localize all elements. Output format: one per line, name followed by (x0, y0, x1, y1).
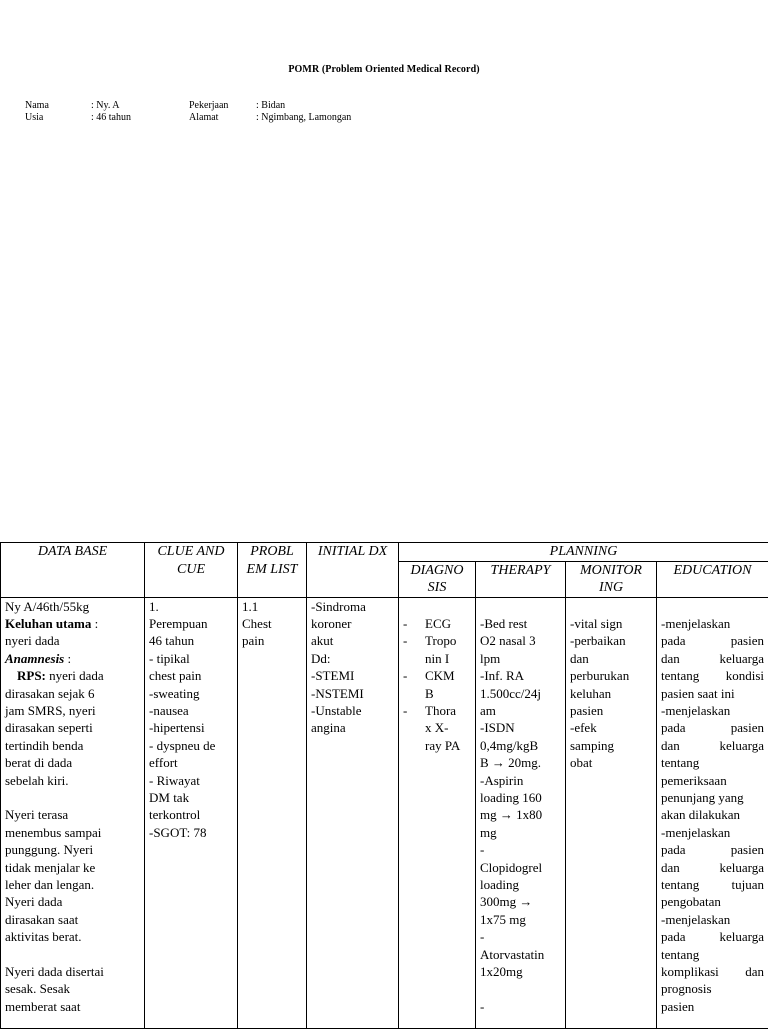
database-line: Nyeri dada (5, 893, 140, 910)
clue-line: -SGOT: 78 (149, 824, 233, 841)
body-row (1, 597, 768, 1028)
therapy-line: loading 160 (480, 789, 561, 806)
initial-dx-line: -STEMI (311, 667, 394, 684)
clue-line: - dyspneu de (149, 737, 233, 754)
keluhan-label: Keluhan utama (5, 616, 91, 631)
job-value: : Bidan (256, 100, 285, 112)
monitoring-line: dan (570, 650, 652, 667)
monitoring-line: -vital sign (570, 615, 652, 632)
clue-line: 1. (149, 598, 233, 615)
diagnosis-line: nin I (425, 650, 471, 667)
therapy-line: Clopidogrel (480, 859, 561, 876)
database-line: berat di dada (5, 754, 140, 771)
therapy-line: O2 nasal 3 (480, 632, 561, 649)
education-line: -menjelaskan (661, 911, 764, 928)
initial-dx-line: Dd: (311, 650, 394, 667)
database-line: menembus sampai (5, 824, 140, 841)
clue-line: Perempuan (149, 615, 233, 632)
cell-initial-dx (307, 597, 399, 1028)
therapy-line: - (480, 841, 561, 858)
header-initial-dx: INITIAL DX (307, 543, 399, 598)
header-database: DATA BASE (1, 543, 145, 598)
diagnosis-line: CKM (425, 667, 471, 684)
clue-line: -hipertensi (149, 719, 233, 736)
name-label: Nama (25, 100, 49, 112)
blank-line (5, 789, 140, 806)
database-line: dirasakan seperti (5, 719, 140, 736)
education-line: akan dilakukan (661, 806, 764, 823)
therapy-line: B → 20mg. (480, 754, 561, 771)
therapy-line: 1.500cc/24j (480, 685, 561, 702)
education-line: penunjang yang (661, 789, 764, 806)
therapy-line: -Bed rest (480, 615, 561, 632)
therapy-line: mg (480, 824, 561, 841)
initial-dx-line: -NSTEMI (311, 685, 394, 702)
database-line: Nyeri dada disertai (5, 963, 140, 980)
database-line: Ny A/46th/55kg (5, 598, 140, 615)
job-label: Pekerjaan (189, 100, 228, 112)
clue-line: chest pain (149, 667, 233, 684)
therapy-line (480, 980, 561, 997)
age-value: : 46 tahun (91, 112, 131, 124)
header-diagnosis: DIAGNO SIS (399, 561, 476, 597)
education-line: dan keluarga (661, 737, 764, 754)
header-monitoring: MONITOR ING (566, 561, 657, 597)
therapy-line: loading (480, 876, 561, 893)
diagnosis-item-ckmb (403, 667, 471, 702)
initial-dx-line: -Sindroma (311, 598, 394, 615)
database-line: sesak. Sesak (5, 980, 140, 997)
therapy-line: am (480, 702, 561, 719)
header-clue: CLUE AND CUE (145, 543, 238, 598)
education-line: -menjelaskan (661, 824, 764, 841)
blank-line (661, 598, 764, 615)
database-line: dirasakan saat (5, 911, 140, 928)
clue-line: effort (149, 754, 233, 771)
name-value: : Ny. A (91, 100, 120, 112)
blank-line (480, 598, 561, 615)
monitoring-line: -efek (570, 719, 652, 736)
education-line: pada keluarga (661, 928, 764, 945)
education-line: tentang kondisi (661, 667, 764, 684)
diagnosis-line: Tropo (425, 632, 471, 649)
keluhan-sep: : (91, 616, 98, 631)
therapy-line: - (480, 928, 561, 945)
clue-line: DM tak (149, 789, 233, 806)
therapy-line: -Aspirin (480, 772, 561, 789)
education-line: dan keluarga (661, 650, 764, 667)
education-line: pada pasien (661, 841, 764, 858)
document-title: POMR (Problem Oriented Medical Record) (0, 64, 768, 75)
database-line: nyeri dada (5, 632, 140, 649)
initial-dx-line: -Unstable (311, 702, 394, 719)
blank-line (5, 946, 140, 963)
therapy-line: 300mg → (480, 893, 561, 910)
cell-therapy (476, 597, 566, 1028)
education-line: pasien (661, 998, 764, 1015)
diagnosis-item-troponin (403, 632, 471, 667)
clue-line: - tipikal (149, 650, 233, 667)
education-line: tentang tujuan (661, 876, 764, 893)
clue-line: -nausea (149, 702, 233, 719)
education-line: pasien saat ini (661, 685, 764, 702)
cell-problem (238, 597, 307, 1028)
diagnosis-dash: - (403, 632, 407, 649)
therapy-line: Atorvastatin (480, 946, 561, 963)
problem-line: 1.1 (242, 598, 302, 615)
education-line: prognosis (661, 980, 764, 997)
education-line: pengobatan (661, 893, 764, 910)
keluhan-line (5, 615, 140, 632)
clue-line: terkontrol (149, 806, 233, 823)
database-line: dirasakan sejak 6 (5, 685, 140, 702)
header-problem: PROBL EM LIST (238, 543, 307, 598)
education-line: -menjelaskan (661, 615, 764, 632)
cell-monitoring (566, 597, 657, 1028)
problem-line: pain (242, 632, 302, 649)
address-label: Alamat (189, 112, 218, 124)
therapy-line: -ISDN (480, 719, 561, 736)
diagnosis-line: B (425, 685, 471, 702)
address-value: : Ngimbang, Lamongan (256, 112, 351, 124)
cell-database (1, 597, 145, 1028)
monitoring-line: keluhan (570, 685, 652, 702)
education-line: pada pasien (661, 632, 764, 649)
database-line: punggung. Nyeri (5, 841, 140, 858)
rps-line (5, 667, 140, 684)
therapy-line: - (480, 998, 561, 1015)
education-line: tentang (661, 946, 764, 963)
diagnosis-dash: - (403, 615, 407, 632)
diagnosis-dash: - (403, 667, 407, 684)
header-therapy: THERAPY (476, 561, 566, 597)
education-line: pemeriksaan (661, 772, 764, 789)
diagnosis-item-ecg (403, 615, 471, 632)
diagnosis-dash: - (403, 702, 407, 719)
initial-dx-line: akut (311, 632, 394, 649)
diagnosis-line: Thora (425, 702, 471, 719)
diagnosis-item-thorax (403, 702, 471, 754)
initial-dx-line: koroner (311, 615, 394, 632)
anamnesis-label: Anamnesis (5, 651, 64, 666)
rps-label: RPS: (17, 668, 46, 683)
monitoring-line: pasien (570, 702, 652, 719)
blank-line (403, 598, 471, 615)
education-line: -menjelaskan (661, 702, 764, 719)
blank-line (570, 598, 652, 615)
education-line: dan keluarga (661, 859, 764, 876)
database-line: aktivitas berat. (5, 928, 140, 945)
monitoring-line: obat (570, 754, 652, 771)
therapy-line: 1x75 mg (480, 911, 561, 928)
diagnosis-line: ECG (425, 615, 471, 632)
rps-text: nyeri dada (46, 668, 104, 683)
clue-line: -sweating (149, 685, 233, 702)
monitoring-line: samping (570, 737, 652, 754)
header-row-1 (1, 543, 768, 562)
therapy-line: lpm (480, 650, 561, 667)
database-line: tertindih benda (5, 737, 140, 754)
clue-line: 46 tahun (149, 632, 233, 649)
database-line: memberat saat (5, 998, 140, 1015)
header-planning: PLANNING (399, 543, 768, 562)
therapy-line: mg → 1x80 (480, 806, 561, 823)
monitoring-line: -perbaikan (570, 632, 652, 649)
diagnosis-line: ray PA (425, 737, 471, 754)
database-line: jam SMRS, nyeri (5, 702, 140, 719)
database-line: sebelah kiri. (5, 772, 140, 789)
anamnesis-sep: : (64, 651, 71, 666)
clue-line: - Riwayat (149, 772, 233, 789)
database-line: Nyeri terasa (5, 806, 140, 823)
education-line: tentang (661, 754, 764, 771)
cell-clue (145, 597, 238, 1028)
education-line: pada pasien (661, 719, 764, 736)
cell-diagnosis (399, 597, 476, 1028)
therapy-line: 1x20mg (480, 963, 561, 980)
therapy-line: -Inf. RA (480, 667, 561, 684)
age-label: Usia (25, 112, 43, 124)
pomr-table (0, 542, 768, 1029)
diagnosis-line: x X- (425, 719, 471, 736)
monitoring-line: perburukan (570, 667, 652, 684)
header-education: EDUCATION (657, 561, 768, 597)
database-line: tidak menjalar ke (5, 859, 140, 876)
anamnesis-line (5, 650, 140, 667)
problem-line: Chest (242, 615, 302, 632)
cell-education (657, 597, 768, 1028)
database-line: leher dan lengan. (5, 876, 140, 893)
therapy-line: 0,4mg/kgB (480, 737, 561, 754)
education-line: komplikasi dan (661, 963, 764, 980)
initial-dx-line: angina (311, 719, 394, 736)
